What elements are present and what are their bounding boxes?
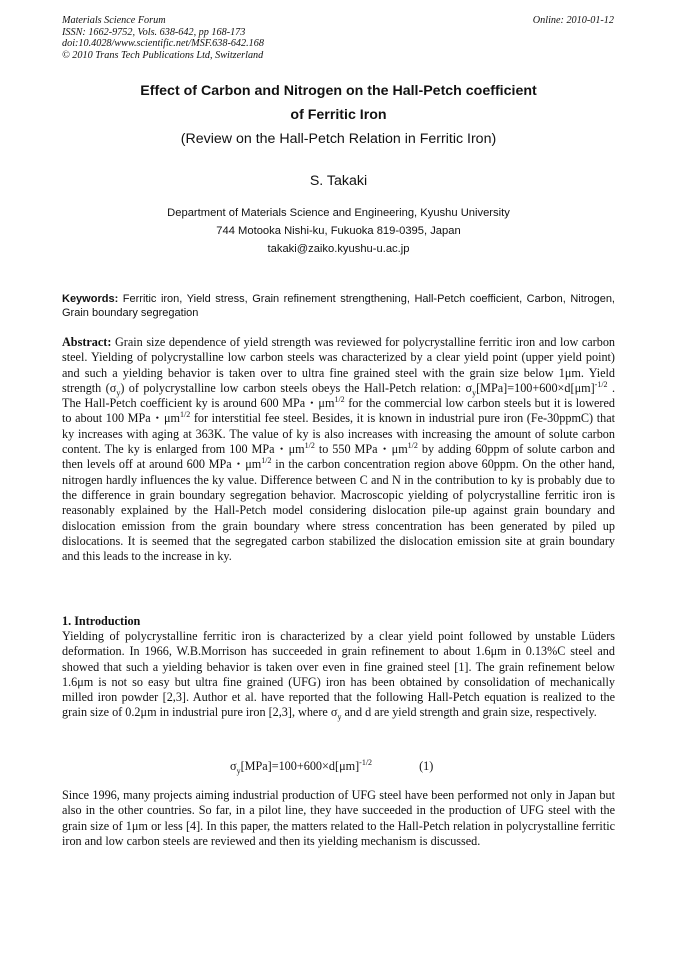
online-date: Online: 2010-01-12 bbox=[532, 15, 614, 26]
affiliation-address: 744 Motooka Nishi-ku, Fukuoka 819-0395, Japan bbox=[216, 225, 461, 237]
equation-1: $\sigma_y[MPa]=100+600\times d[\mu m]^{-1/2}$ (1) bbox=[230, 757, 434, 776]
publication-info bbox=[62, 15, 264, 61]
copyright-line: © 2010 Trans Tech Publications Ltd, Switzerland bbox=[62, 49, 264, 61]
author-email: takaki@zaiko.kyushu-u.ac.jp bbox=[267, 243, 410, 255]
introduction-paragraph-2: Since 1996, many projects aiming industrial production of UFG steel have been performed not only in Japan but also in the other countries. So far, in a pilot line, they have succeeded in the production of UFG steel with the grain size of 1μm or less [4]. In this paper, the matters related to the Hall-Petch relation in polycrystalline ferritic iron and low carbon steels are reviewed and then its yielding mechanism is discussed. bbox=[62, 788, 615, 848]
abstract-label: Abstract: bbox=[62, 335, 112, 349]
paper-title-line-2: of Ferritic Iron bbox=[290, 107, 387, 123]
keywords-label: Keywords: bbox=[62, 293, 119, 305]
keywords-text: Ferritic iron, Yield stress, Grain refinement strengthening, Hall-Petch coefficient, Carbon, Nitrogen, Grain boundary segregation bbox=[62, 293, 615, 319]
issn-line: ISSN: 1662-9752, Vols. 638-642, pp 168-173 bbox=[62, 26, 246, 38]
journal-name: Materials Science Forum bbox=[62, 15, 166, 26]
doi-line: doi:10.4028/www.scientific.net/MSF.638-642.168 bbox=[62, 38, 264, 50]
introduction-paragraph-1: Yielding of polycrystalline ferritic iron is characterized by a clear yield point followed by unstable Lüders deformation. In 1966, W.B.Morrison has succeeded in grain refinement to about 1.6μm in 0.13%C steel and showed that such a yielding behavior is taken over even in fine grained steel [1]. The grain refinement below 1.6μm is not so easy but ultra fine grained (UFG) iron has been obtained by consolidation of mechanically milled iron powder [2,3]. Author et al. have reported that the following Hall-Petch equation is realized to the grain size of 0.2μm in industrial pure iron [2,3], where $\sigma_y$ and d are yield strength and grain size, respectively. bbox=[62, 629, 615, 722]
affiliation-department: Department of Materials Science and Engineering, Kyushu University bbox=[167, 207, 510, 219]
paper-subtitle: (Review on the Hall-Petch Relation in Ferritic Iron) bbox=[180, 131, 497, 147]
paper-title-line-1: Effect of Carbon and Nitrogen on the Hall-Petch coefficient bbox=[140, 83, 537, 99]
keywords-block bbox=[62, 292, 615, 320]
author-name: S. Takaki bbox=[309, 173, 368, 189]
section-heading-introduction: 1. Introduction bbox=[62, 614, 141, 628]
abstract-block: Abstract: Grain size dependence of yield strength was reviewed for polycrystalline ferritic iron and low carbon steel. Yielding of polycrystalline low carbon steels was characterized by a clear yield point (upper yield point) and such a yielding behavior is taken over to ultra fine grained steel with the grain size below 1μm. Yield strength $(\sigma_y)$ of polycrystalline low carbon steels obeys the Hall-Petch relation: $\sigma_y[MPa]=100+600\times d[\mu m]^{-1/2}$ . The Hall-Petch coefficient ky is around 600 MPa・$\mu m^{1/2}$ for the commercial low carbon steels but it is lowered to about 100 MPa・$\mu m^{1/2}$ for interstitial fee steel. Besides, it is known in industrial pure iron (Fe-30ppmC) that ky increases with aging at 363K. The value of ky is also increases with increasing the amount of solute carbon content. The ky is enlarged from 100 MPa・$\mu m^{1/2}$ to 550 MPa・$\mu m^{1/2}$ by adding 60ppm of solute carbon and then levels off at around 600 MPa・$\mu m^{1/2}$ in the carbon concentration region above 60ppm. On the other hand, nitrogen hardly influences the ky value. Difference between C and N in the contribution to ky is probably due to the difference in grain boundary segregation behavior. Macroscopic yielding of polycrystalline ferritic iron is reasonably explained by the Hall-Petch model considering dislocation pile-up against grain boundary and dislocation emission from the grain boundary where stress concentration has been generated by piled up dislocations. It is seemed that the segregated carbon stabilized the dislocation emission site at grain boundary and this leads to the increase in ky. bbox=[62, 335, 616, 564]
equation-number: (1) bbox=[419, 759, 434, 773]
